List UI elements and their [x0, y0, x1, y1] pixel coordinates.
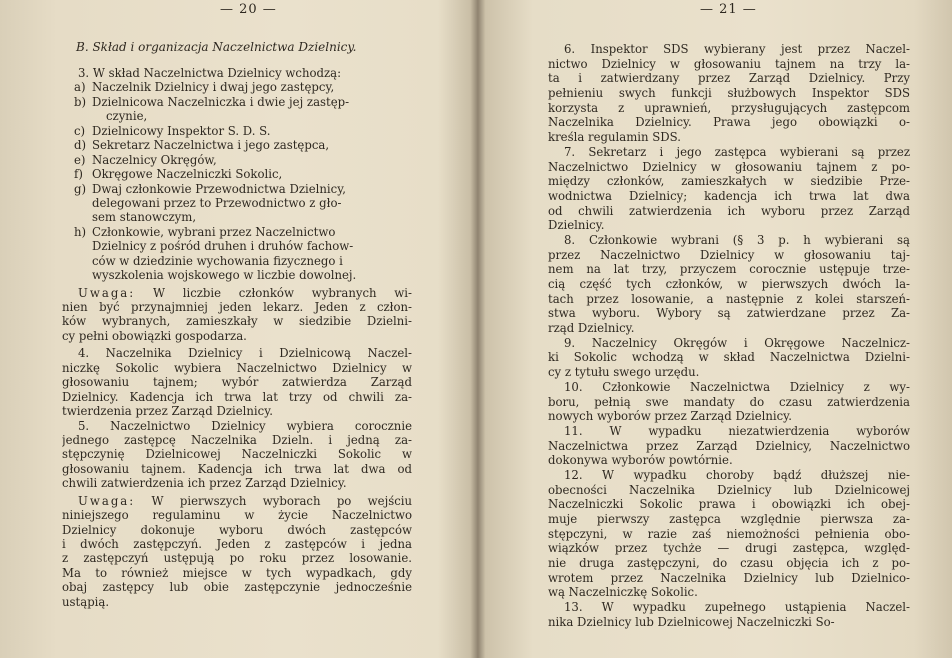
text-line: [62, 537, 412, 551]
list-item: [62, 124, 412, 138]
list-item: [62, 153, 412, 167]
text-line: Dzielnicy. Kadencja ich trwa lat trzy od chwili za-: [62, 389, 412, 404]
note-text: Dzielnicy dokonuje wyboru dwóch zastępców: [62, 522, 412, 537]
text-line: Naczelnictwo Dzielnicy w głosowaniu tajnem z po-: [548, 159, 910, 174]
list-item-text: wyszkolenia wojskowego w liczbie dowolnej.: [92, 268, 357, 283]
text-line: ki Sokolic wchodzą w skład Naczelnictwa Dzielni-: [548, 350, 910, 365]
text-line: wiązków przez tychże — drugi zastępca, względ-: [548, 541, 910, 556]
text-line: 6. Inspektor SDS wybierany jest przez Naczel-: [564, 42, 910, 56]
note-1: [62, 286, 412, 344]
paragraph-9: [548, 336, 910, 380]
text-line: korzysta z uprawnień, przysługujących zastępcom: [548, 100, 910, 115]
text-line: niczkę Sokolic wybiera Naczelnictwo Dzielnicy w: [62, 360, 412, 375]
text-line: jednego zastępcę Naczelnika Dzieln. i jedną za-: [62, 432, 412, 447]
text-line: [62, 580, 412, 594]
list-item-label: d): [74, 138, 87, 153]
text-line: [62, 314, 412, 328]
right-page: [548, 0, 910, 658]
list-item-text: delegowani przez to Przewodnictwo z gło-: [92, 195, 342, 210]
text-line: 12. W wypadku choroby bądź dłuższej nie-: [564, 467, 910, 482]
text-line: ta i zatwierdzany przez Zarząd Dzielnicy. Przy: [548, 71, 910, 86]
list-item-text: Dwaj członkowie Przewodnictwa Dzielnicy,: [92, 181, 346, 196]
left-page: [62, 0, 412, 658]
text-line: nowych wyborów przez Zarząd Dzielnicy.: [548, 409, 792, 424]
list-item-label: h): [74, 224, 87, 239]
text-line: 5. Naczelnictwo Dzielnicy wybiera corocznie: [78, 418, 412, 433]
text-line: [62, 595, 412, 609]
list-item-label: a): [74, 80, 86, 95]
paragraph-12: [548, 468, 910, 600]
text-line: chwili zatwierdzenia ich przez Zarząd Dzielnicy.: [62, 476, 347, 491]
list-item-label: c): [74, 123, 86, 138]
list-item-text: Dzielnicy z pośród druhen i druhów fachow-: [92, 239, 354, 254]
text-line: 4. Naczelnika Dzielnicy i Dzielnicową Naczel-: [78, 346, 412, 361]
page-number: — 21 —: [700, 2, 757, 17]
list-item: [62, 95, 412, 109]
paragraph-7: [548, 145, 910, 233]
text-line: Dzielnicy.: [548, 218, 605, 233]
list-item-text: Sekretarz Naczelnictwa i jego zastępca,: [92, 138, 330, 153]
text-line: 10. Członkowie Naczelnictwa Dzielnicy z wy-: [564, 379, 910, 394]
list-item-text: ców w dziedzinie wychowania fizycznego i: [92, 253, 343, 268]
text-line: kreśla regulamin SDS.: [548, 130, 681, 145]
paragraph-5: [62, 419, 412, 491]
paragraph-8: [548, 233, 910, 336]
list-item: [62, 254, 412, 268]
text-line: obecności Naczelnika Dzielnicy lub Dzielnicowej: [548, 482, 910, 497]
list-item-text: Naczelnik Dzielnicy i dwaj jego zastępcy,: [92, 80, 335, 95]
text-line: Naczelnika Dzielnicy. Prawa jego obowiązki o-: [548, 115, 910, 130]
note-text: ustąpią.: [62, 594, 110, 609]
list-item-label: g): [74, 181, 87, 196]
text-line: 11. W wypadku niezatwierdzenia wyborów: [564, 423, 910, 438]
paragraph-4: [62, 346, 412, 418]
list-item-label: b): [74, 94, 87, 109]
note-text: W liczbie członków wybranych wi-: [152, 285, 412, 300]
note-label: Uwaga:: [78, 493, 136, 508]
text-line: tach przez losowanie, a następnie z kolei starszeń-: [548, 291, 910, 306]
text-line: [62, 551, 412, 565]
paragraph-13: [548, 600, 910, 629]
text-line: muje pierwszy zastępca względnie pierwsza za-: [548, 512, 910, 526]
text-line: cy z tytułu swego urzędu.: [548, 365, 700, 380]
list-item: [62, 196, 412, 210]
text-line: nika Dzielnicy lub Dzielnicowej Naczelniczki So-: [548, 614, 835, 629]
text-line: Naczelniczki Sokolic prawa i obowiązki ich obej-: [548, 497, 910, 512]
paragraph-11: [548, 424, 910, 468]
text-line: 13. W wypadku zupełnego ustąpienia Naczel-: [564, 600, 910, 615]
paragraph-6: [548, 42, 910, 145]
note-text: cy pełni obowiązki gospodarza.: [62, 328, 247, 343]
list-item: [62, 210, 412, 224]
page-body: [548, 42, 910, 630]
text-line: dokonywa wyborów powtórnie.: [548, 453, 733, 468]
text-line: [62, 329, 412, 343]
list-item: [62, 225, 412, 239]
text-line: [62, 508, 412, 522]
note-text: obaj zastępcy lub obie zastępczynie jednocześnie: [62, 580, 412, 595]
text-line: wrotem przez Naczelnika Dzielnicy lub Dzielnico-: [548, 570, 910, 585]
text-line: pełnieniu swych funkcji służbowych Inspektor SDS: [548, 86, 910, 101]
text-line: stępczynię Dzielnicowej Naczelniczki Sokolic w: [62, 447, 412, 462]
list-item: [62, 239, 412, 253]
note-2: [62, 494, 412, 610]
note-text: z zastępczyń ustępują po roku przez losowanie.: [62, 551, 412, 566]
list-item: [62, 109, 412, 123]
list-item-text: Dzielnicowy Inspektor S. D. S.: [92, 123, 271, 138]
text-line: rząd Dzielnicy.: [548, 321, 635, 336]
text-line: głosowaniu tajnem. Kadencja ich trwa lat dwa od: [62, 461, 412, 476]
paragraph-3-intro: 3. W skład Naczelnictwa Dzielnicy wchodzą:: [78, 66, 342, 80]
text-line: nictwo Dzielnicy w głosowaniu tajnem na trzy la-: [548, 56, 910, 71]
text-line: cią część tych członków, w pierwszych dwóch la-: [548, 277, 910, 291]
page-number: — 20 —: [220, 2, 277, 17]
paragraph-10: [548, 380, 910, 424]
text-line: [62, 494, 412, 508]
list-item-text: Naczelnicy Okręgów,: [92, 152, 217, 167]
list-item-text: czynie,: [106, 109, 148, 124]
text-line: [62, 300, 412, 314]
list-item-text: Dzielnicowa Naczelniczka i dwie jej zastęp-: [92, 94, 350, 109]
composition-list: [62, 80, 412, 282]
list-item: [62, 182, 412, 196]
text-line: 9. Naczelnicy Okręgów i Okręgowe Naczelnicz-: [564, 335, 910, 350]
note-text: W pierwszych wyborach po wejściu: [151, 493, 412, 508]
page-body: [62, 40, 412, 609]
text-line: Naczelnictwa przez Zarząd Dzielnicy, Naczelnictwo: [548, 438, 910, 453]
text-line: przez Naczelnictwo Dzielnicy w głosowaniu taj-: [548, 247, 910, 262]
section-heading: B. Skład i organizacja Naczelnictwa Dzielnicy.: [76, 40, 357, 54]
text-line: nem na lat trzy, przyczem corocznie ustępuje trze-: [548, 262, 910, 277]
list-item: [62, 268, 412, 282]
list-item-label: f): [74, 167, 83, 182]
text-line: między członków, zamieszkałych w siedzibie Prze-: [548, 174, 910, 189]
text-line: [62, 523, 412, 537]
note-label: Uwaga:: [78, 285, 136, 300]
text-line: wodnictwa Dzielnicy; kadencja ich trwa lat dwa: [548, 188, 910, 203]
note-text: ków wybranych, zamieszkały w siedzibie Dzielni-: [62, 314, 412, 329]
list-item: [62, 80, 412, 94]
list-item: [62, 138, 412, 152]
note-text: niniejszego regulaminu w życie Naczelnictwo: [62, 508, 412, 523]
text-line: od chwili zatwierdzenia ich wyboru przez Zarząd: [548, 203, 910, 218]
list-item-text: Członkowie, wybrani przez Naczelnictwo: [92, 224, 336, 239]
text-line: boru, pełnią swe mandaty do czasu zatwierdzenia: [548, 394, 910, 409]
note-text: i dwóch zastępczyń. Jeden z zastępców i jedna: [62, 537, 412, 551]
list-item-text: Okręgowe Naczelniczki Sokolic,: [92, 167, 283, 182]
list-item: [62, 167, 412, 181]
note-text: Ma to również miejsce w tych wypadkach, gdy: [62, 565, 412, 580]
text-line: twierdzenia przez Zarząd Dzielnicy.: [62, 404, 273, 419]
text-line: [62, 286, 412, 300]
text-line: stępczyni, w razie zaś niemożności pełnienia obo-: [548, 526, 910, 541]
text-line: wą Naczelniczkę Sokolic.: [548, 585, 698, 600]
text-line: [62, 566, 412, 580]
list-item-text: sem stanowczym,: [92, 210, 197, 225]
text-line: 7. Sekretarz i jego zastępca wybierani są przez: [564, 144, 910, 159]
list-item-label: e): [74, 152, 86, 167]
text-line: nie druga zastępczyni, do czasu objęcia ich z po-: [548, 556, 910, 571]
text-line: stwa wyboru. Wybory są zatwierdzane przez Za-: [548, 306, 910, 321]
note-text: nien być przynajmniej jeden lekarz. Jeden z człon-: [62, 300, 412, 314]
text-line: głosowaniu tajnem; wybór zatwierdza Zarząd: [62, 375, 412, 390]
text-line: 8. Członkowie wybrani (§ 3 p. h wybierani są: [564, 232, 910, 247]
